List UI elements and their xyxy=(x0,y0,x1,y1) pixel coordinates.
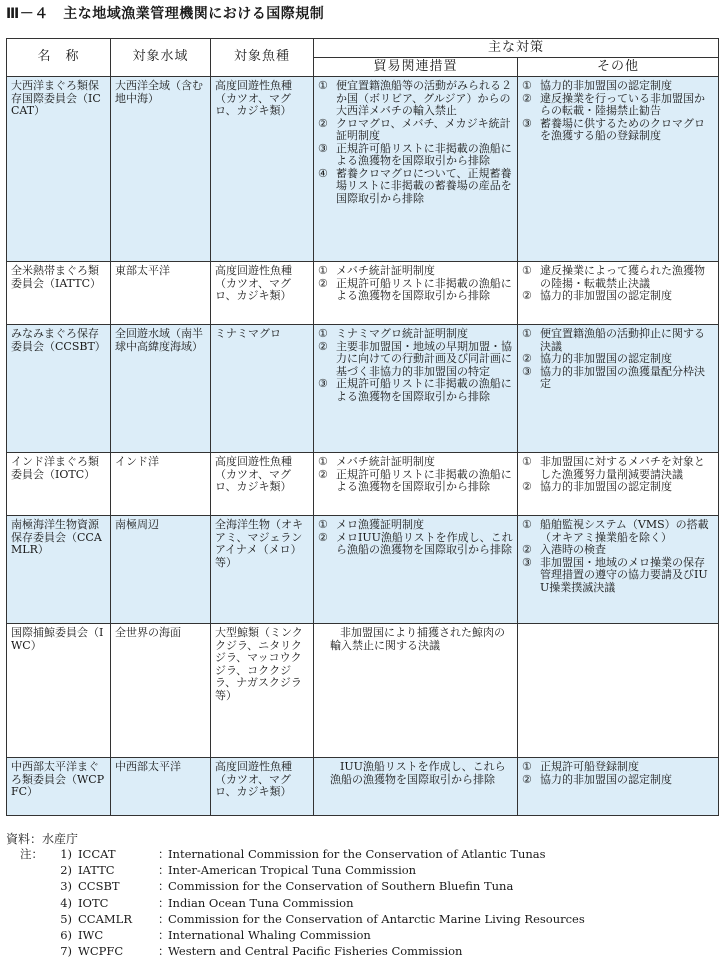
table-row xyxy=(7,758,719,816)
table-row xyxy=(7,516,719,624)
cell-other xyxy=(518,516,719,624)
cell-trade xyxy=(314,325,518,453)
item-number: ① xyxy=(318,455,328,468)
item-text: 非加盟国に対するメバチを対象とした漁獲努力量削減要請決議 xyxy=(540,455,705,481)
item-text: 蓄養クロマグロについて、正規蓄養場リストに非掲載の蓄養場の産品を国際取引から排除 xyxy=(336,166,512,205)
item-text: ミナミマグロ統計証明制度 xyxy=(336,327,468,340)
note-lead: 注： xyxy=(20,847,43,861)
item-number: ② xyxy=(318,276,328,290)
note-abbreviation: WCPFC xyxy=(78,944,124,959)
item-text: 正規許可船リストに非掲載の漁船による漁獲物を国際取引から排除 xyxy=(336,276,512,302)
cell-waters: 中西部太平洋 xyxy=(111,758,211,816)
cell-name: みなみまぐろ保存委員会（CCSBT） xyxy=(7,325,111,453)
measure-list xyxy=(522,328,715,391)
cell-trade xyxy=(314,77,518,262)
cell-trade xyxy=(314,758,518,816)
measure-list xyxy=(318,519,514,557)
trade-text: IUU漁船リストを作成し、これら漁船の漁獲物を国際取引から排除 xyxy=(330,760,506,786)
cell-other xyxy=(518,453,719,516)
item-number: ② xyxy=(522,289,532,302)
cell-trade xyxy=(314,516,518,624)
note-text: Commission for the Conservation of Antarctic Marine Living Resources xyxy=(168,911,585,926)
cell-species: 全海洋生物（オキアミ、マジェランアイナメ（メロ）等） xyxy=(211,516,314,624)
measure-item xyxy=(318,519,514,532)
measure-list xyxy=(318,265,514,303)
note-abbreviation: IOTC xyxy=(78,895,109,910)
measure-list xyxy=(318,80,514,205)
measure-item xyxy=(318,143,514,168)
measure-item xyxy=(318,80,514,118)
note-number: 1) xyxy=(60,847,72,861)
header-main-measures: 主な対策 xyxy=(314,39,719,58)
cell-other xyxy=(518,77,719,262)
measure-item xyxy=(522,93,715,118)
table-body xyxy=(7,77,719,816)
measure-list xyxy=(318,456,514,494)
cell-name: 南極海洋生物資源保存委員会（CCAMLR） xyxy=(7,516,111,624)
item-number: ① xyxy=(318,518,328,531)
measure-item xyxy=(318,118,514,143)
item-text: 非加盟国・地域のメロ操業の保存管理措置の遵守の協力要請及びIUU操業撲滅決議 xyxy=(540,555,708,594)
measure-list xyxy=(318,328,514,403)
note-colon: ： xyxy=(158,944,170,959)
trade-text: 非加盟国により捕獲された鯨肉の輸入禁止に関する決議 xyxy=(330,626,505,652)
cell-other xyxy=(518,758,719,816)
measure-item xyxy=(522,456,715,481)
note-text: Indian Ocean Tuna Commission xyxy=(168,895,354,910)
item-text: 正規許可船リストに非掲載の漁船による漁獲物を国際取引から排除 xyxy=(336,467,512,493)
item-text: 蓄養場に供するためのクロマグロを漁獲する船の登録制度 xyxy=(540,116,705,142)
note-text: International Whaling Commission xyxy=(168,928,371,943)
cell-waters: 大西洋全域（含む地中海） xyxy=(111,77,211,262)
item-number: ③ xyxy=(318,141,328,155)
measure-item xyxy=(522,557,715,595)
cell-species: 高度回遊性魚種（カツオ、マグロ、カジキ類） xyxy=(211,453,314,516)
cell-name: 国際捕鯨委員会（IWC） xyxy=(7,624,111,758)
cell-waters: 東部太平洋 xyxy=(111,262,211,325)
item-text: 便宜置籍漁船等の活動がみられる２か国（ボリビア、グルジア）からの大西洋メバチの輸入禁止 xyxy=(336,79,512,117)
note-number: 4) xyxy=(60,895,72,910)
measure-item xyxy=(522,265,715,290)
item-text: 協力的非加盟国の認定制度 xyxy=(540,480,672,493)
measure-list xyxy=(522,519,715,594)
note-abbreviation: IATTC xyxy=(78,863,115,878)
table-row xyxy=(7,453,719,516)
note-number: 7) xyxy=(60,944,72,959)
item-text: 正規許可船登録制度 xyxy=(540,760,639,773)
regulations-table xyxy=(6,38,719,816)
item-number: ② xyxy=(318,339,328,353)
note-row xyxy=(20,927,585,943)
item-number: ② xyxy=(522,772,532,786)
measure-item xyxy=(318,278,514,303)
cell-name: 全米熱帯まぐろ類委員会（IATTC） xyxy=(7,262,111,325)
note-row xyxy=(20,911,585,927)
note-lead xyxy=(20,862,50,878)
item-text: 違反操業によって獲られた漁獲物の陸揚・転載禁止決議 xyxy=(540,264,705,290)
measure-item xyxy=(522,328,715,353)
cell-waters: 南極周辺 xyxy=(111,516,211,624)
item-text: 協力的非加盟国の認定制度 xyxy=(540,79,672,92)
cell-other xyxy=(518,262,719,325)
item-number: ② xyxy=(318,530,328,544)
note-row xyxy=(20,895,585,911)
note-colon: ： xyxy=(158,911,170,926)
note-text: Western and Central Pacific Fisheries Commission xyxy=(168,944,463,959)
note-row xyxy=(20,878,585,894)
measure-item xyxy=(522,290,715,303)
table-row xyxy=(7,262,719,325)
measure-list xyxy=(522,80,715,143)
note-lead xyxy=(20,895,50,911)
item-text: 入港時の検査 xyxy=(540,543,606,556)
item-text: メバチ統計証明制度 xyxy=(336,455,435,468)
item-text: メロIUU漁船リストを作成し、これら漁船の漁獲物を国際取引から排除 xyxy=(336,530,513,556)
cell-trade xyxy=(314,262,518,325)
measure-item xyxy=(318,532,514,557)
item-number: ③ xyxy=(318,377,328,390)
item-number: ② xyxy=(522,543,532,556)
table-row xyxy=(7,77,719,262)
cell-waters: インド洋 xyxy=(111,453,211,516)
note-lead xyxy=(20,878,50,894)
item-text: クロマグロ、メバチ、メカジキ統計証明制度 xyxy=(336,116,511,142)
note-number: 6) xyxy=(60,928,72,943)
item-number: ③ xyxy=(522,555,532,569)
measure-list xyxy=(522,456,715,494)
note-number: 3) xyxy=(60,879,72,894)
header-other: その他 xyxy=(518,58,719,77)
cell-other xyxy=(518,624,719,758)
cell-trade xyxy=(314,453,518,516)
note-number: 2) xyxy=(60,863,72,878)
item-text: 正規許可船リストに非掲載の漁船による漁獲物を国際取引から排除 xyxy=(336,377,512,403)
cell-trade xyxy=(314,624,518,758)
measure-item xyxy=(522,774,715,787)
cell-waters: 全世界の海面 xyxy=(111,624,211,758)
item-number: ① xyxy=(522,264,532,277)
header-waters: 対象水域 xyxy=(111,39,211,77)
item-number: ① xyxy=(522,455,532,468)
note-colon: ： xyxy=(158,879,170,894)
note-lead xyxy=(20,927,50,943)
item-number: ④ xyxy=(318,166,328,180)
measure-list xyxy=(522,761,715,786)
item-text: 主要非加盟国・地域の早期加盟・協力に向けての行動計画及び同計画に基づく非協力的非加盟国の特定 xyxy=(336,339,512,378)
table-row xyxy=(7,624,719,758)
item-number: ① xyxy=(522,79,532,92)
measure-item xyxy=(522,353,715,366)
source-note: 資料：水産庁 xyxy=(6,832,79,846)
item-text: 協力的非加盟国の認定制度 xyxy=(540,352,672,365)
item-number: ② xyxy=(318,116,328,130)
measure-item xyxy=(318,341,514,379)
item-number: ① xyxy=(522,327,532,340)
cell-species: 高度回遊性魚種（カツオ、マグロ、カジキ類） xyxy=(211,77,314,262)
note-colon: ： xyxy=(158,928,170,943)
item-text: 協力的非加盟国の漁獲量配分枠決定 xyxy=(540,364,705,390)
measure-item xyxy=(318,265,514,278)
measure-item xyxy=(522,80,715,93)
header-trade: 貿易関連措置 xyxy=(314,58,518,77)
note-number: 5) xyxy=(60,911,72,926)
measure-item xyxy=(522,118,715,143)
note-colon: ： xyxy=(158,895,170,910)
item-text: 協力的非加盟国の認定制度 xyxy=(540,772,672,786)
item-text: メバチ統計証明制度 xyxy=(336,264,435,277)
note-abbreviation: CCAMLR xyxy=(78,911,132,926)
cell-name: 中西部太平洋まぐろ類委員会（WCPFC） xyxy=(7,758,111,816)
note-text: International Commission for the Conservation of Atlantic Tunas xyxy=(168,847,546,861)
item-text: 船舶監視システム（VMS）の搭載（オキアミ操業船を除く） xyxy=(540,518,709,544)
measure-item xyxy=(318,456,514,469)
item-number: ① xyxy=(318,264,328,277)
note-row xyxy=(20,943,585,959)
measure-item xyxy=(318,328,514,341)
table-row xyxy=(7,325,719,453)
header-name: 名 称 xyxy=(7,39,111,77)
note-abbreviation: IWC xyxy=(78,928,104,943)
note-lead xyxy=(20,943,50,959)
cell-species: 高度回遊性魚種（カツオ、マグロ、カジキ類） xyxy=(211,758,314,816)
item-number: ② xyxy=(318,467,328,481)
note-abbreviation: CCSBT xyxy=(78,879,120,894)
measure-item xyxy=(522,366,715,391)
item-number: ① xyxy=(522,760,532,773)
note-text: Inter-American Tropical Tuna Commission xyxy=(168,863,417,878)
measure-item xyxy=(318,469,514,494)
note-row xyxy=(20,862,585,878)
measure-list xyxy=(522,265,715,303)
item-number: ③ xyxy=(522,116,532,130)
cell-species: 高度回遊性魚種（カツオ、マグロ、カジキ類） xyxy=(211,262,314,325)
measure-item xyxy=(522,481,715,494)
item-number: ② xyxy=(522,91,532,105)
measure-item xyxy=(318,378,514,403)
note-colon: ： xyxy=(158,847,170,861)
item-text: 正規許可船リストに非掲載の漁船による漁獲物を国際取引から排除 xyxy=(336,141,512,167)
cell-waters: 全回遊水域（南半球中高緯度海域） xyxy=(111,325,211,453)
page-title: Ⅲ－４ 主な地域漁業管理機関における国際規制 xyxy=(6,6,325,22)
measure-item xyxy=(522,761,715,774)
cell-name: インド洋まぐろ類委員会（IOTC） xyxy=(7,453,111,516)
note-text: Commission for the Conservation of Southern Bluefin Tuna xyxy=(168,879,514,894)
measure-item xyxy=(318,168,514,206)
note-colon: ： xyxy=(158,863,170,878)
item-number: ② xyxy=(522,352,532,365)
item-text: 便宜置籍漁船の活動抑止に関する決議 xyxy=(540,327,705,353)
note-row xyxy=(20,846,585,862)
measure-item xyxy=(522,544,715,557)
header-species: 対象魚種 xyxy=(211,39,314,77)
item-text: メロ漁獲証明制度 xyxy=(336,518,424,531)
measure-item xyxy=(522,519,715,544)
item-number: ① xyxy=(318,327,328,340)
item-number: ① xyxy=(522,518,532,531)
cell-species: ミナミマグロ xyxy=(211,325,314,453)
item-text: 違反操業を行っている非加盟国からの転載・陸揚禁止勧告 xyxy=(540,91,705,117)
notes-list xyxy=(20,846,585,959)
note-lead xyxy=(20,911,50,927)
item-text: 協力的非加盟国の認定制度 xyxy=(540,289,672,302)
item-number: ① xyxy=(318,79,328,92)
cell-other xyxy=(518,325,719,453)
cell-name: 大西洋まぐろ類保存国際委員会（ICCAT） xyxy=(7,77,111,262)
item-number: ③ xyxy=(522,364,532,378)
cell-species: 大型鯨類（ミンククジラ、ニタリクジラ、マッコウクジラ、コククジラ、ナガスクジラ等） xyxy=(211,624,314,758)
note-abbreviation: ICCAT xyxy=(78,847,116,861)
item-number: ② xyxy=(522,480,532,493)
